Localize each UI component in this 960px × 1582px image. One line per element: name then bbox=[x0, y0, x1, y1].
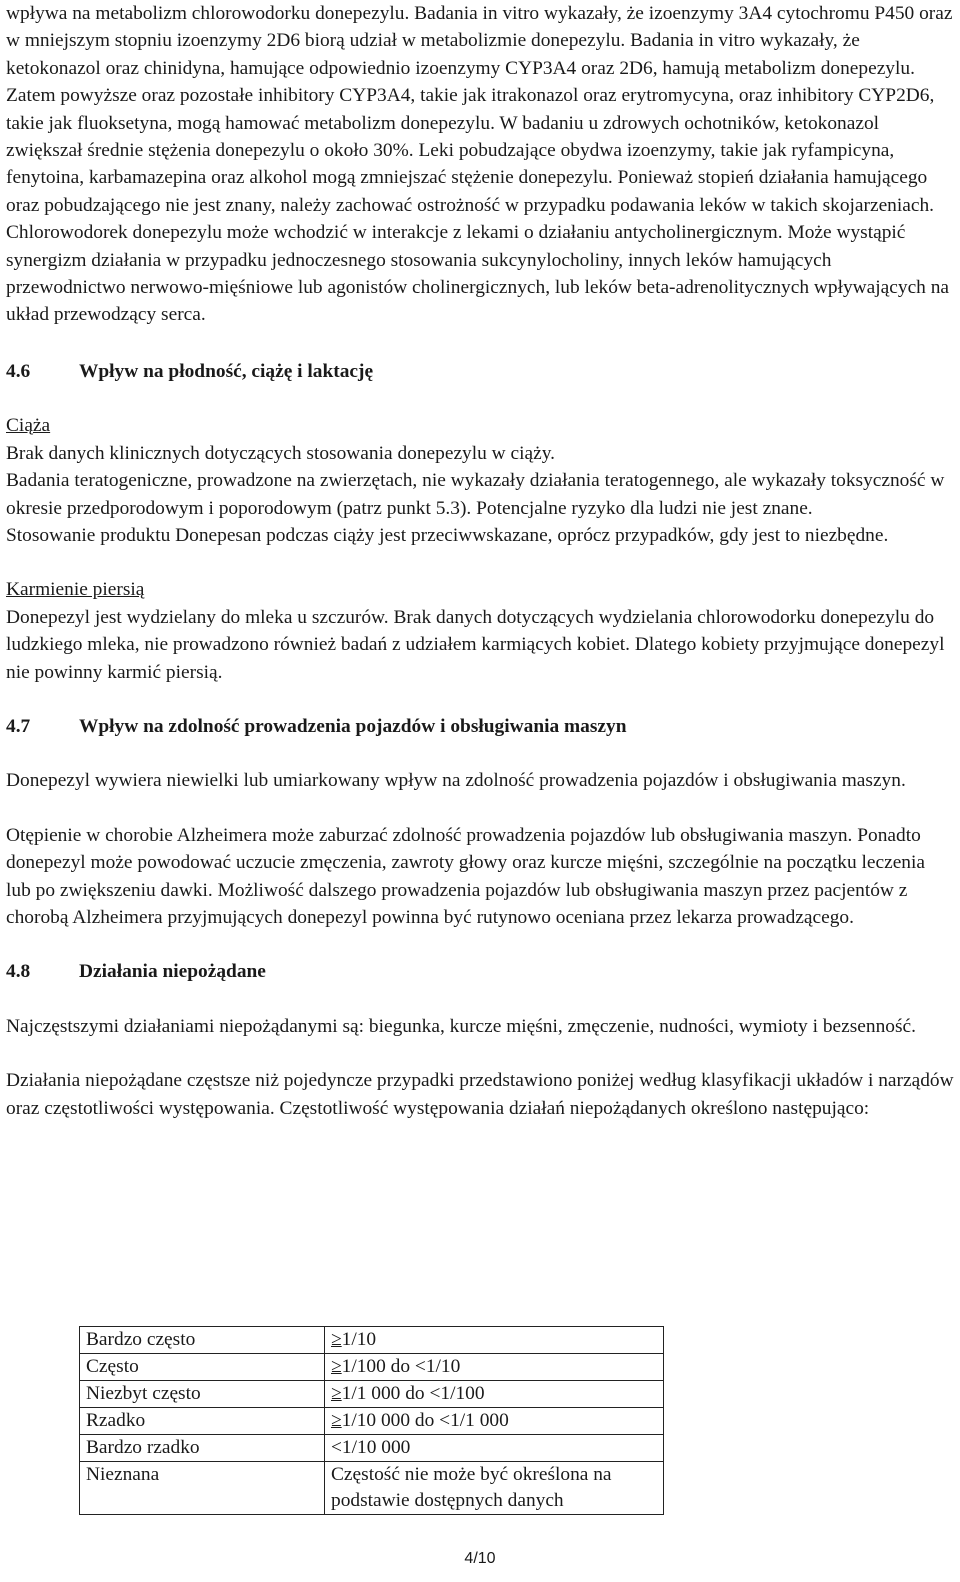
breastfeeding-heading: Karmienie piersią bbox=[6, 579, 145, 601]
section-4-6-heading bbox=[6, 358, 954, 385]
section-title: Wpływ na płodność, ciążę i laktację bbox=[79, 360, 374, 382]
frequency-value bbox=[325, 1354, 664, 1381]
section-4-8-heading bbox=[6, 958, 954, 985]
frequency-range: 1/1 000 do <1/100 bbox=[341, 1383, 485, 1404]
table-row bbox=[80, 1354, 664, 1381]
document-page bbox=[6, 0, 954, 1122]
section-number: 4.6 bbox=[6, 360, 31, 382]
frequency-value: <1/10 000 bbox=[325, 1435, 664, 1462]
section-4-7-paragraph-2: Otępienie w chorobie Alzheimera może zaburzać zdolność prowadzenia pojazdów lub obsługiwania maszyn. Ponadto donepezyl może powodować uczucie zmęczenia, zawroty głowy oraz kurcze mięśni, szczególnie na początku leczenia lub po zwiększeniu dawki. Możliwość dalszego prowadzenia pojazdów lub obsługiwania maszyn przez pacjentów z chorobą Alzheimera przyjmujących donepezyl powinna być rutynowo oceniana przez lekarza prowadzącego. bbox=[6, 824, 925, 928]
table-row bbox=[80, 1408, 664, 1435]
table-row bbox=[80, 1462, 664, 1515]
pregnancy-line-2: Badania teratogeniczne, prowadzone na zwierzętach, nie wykazały działania teratogennego, ale wykazały toksyczność w okresie przedporodowym i poporodowym (patrz punkt 5.3). Potencjalne ryzyko dla ludzi nie jest znane. bbox=[6, 470, 945, 519]
frequency-value bbox=[325, 1327, 664, 1354]
section-title: Wpływ na zdolność prowadzenia pojazdów i obsługiwania maszyn bbox=[79, 715, 627, 737]
geq-symbol: ≥ bbox=[331, 1329, 342, 1350]
frequency-range: 1/100 do <1/10 bbox=[341, 1356, 461, 1377]
pregnancy-heading: Ciąża bbox=[6, 415, 51, 437]
section-4-7-heading bbox=[6, 713, 954, 740]
section-4-8-paragraph-1: Najczęstszymi działaniami niepożądanymi są: biegunka, kurcze mięśni, zmęczenie, nudności, wymioty i bezsenność. bbox=[6, 1015, 916, 1037]
section-number: 4.8 bbox=[6, 961, 31, 983]
geq-symbol: ≥ bbox=[331, 1410, 342, 1431]
table-row bbox=[80, 1381, 664, 1408]
frequency-label: Nieznana bbox=[80, 1462, 325, 1515]
frequency-value bbox=[325, 1408, 664, 1435]
frequency-label: Bardzo często bbox=[80, 1327, 325, 1354]
breastfeeding-text: Donepezyl jest wydzielany do mleka u szczurów. Brak danych dotyczących wydzielania chlorowodorku donepezylu do ludzkiego mleka, nie prowadzono również badań z udziałem karmiących kobiet. Dlatego kobiety przyjmujące donepezyl nie powinny karmić piersią. bbox=[6, 606, 945, 683]
geq-symbol: ≥ bbox=[331, 1356, 342, 1377]
frequency-range: 1/10 000 do <1/1 000 bbox=[341, 1410, 509, 1431]
frequency-range: 1/10 bbox=[341, 1329, 377, 1350]
frequency-label: Niezbyt często bbox=[80, 1381, 325, 1408]
intro-paragraph: wpływa na metabolizm chlorowodorku donepezylu. Badania in vitro wykazały, że izoenzymy 3A4 cytochromu P450 oraz w mniejszym stopniu izoenzymy 2D6 biorą udział w metabolizmie donepezylu. Badania in vitro wykazały, że ketokonazol oraz chinidyna, hamujące odpowiednio izoenzymy CYP3A4 oraz 2D6, hamują metabolizm donepezylu. Zatem powyższe oraz pozostałe inhibitory CYP3A4, takie jak itrakonazol oraz erytromycyna, oraz inhibitory CYP2D6, takie jak fluoksetyna, mogą hamować metabolizm donepezylu. W badaniu u zdrowych ochotników, ketokonazol zwiększał średnie stężenia donepezylu o około 30%. Leki pobudzające obydwa izoenzymy, takie jak ryfampicyna, fenytoina, karbamazepina oraz alkohol mogą zmniejszać stężenie donepezylu. Ponieważ stopień działania hamującego oraz pobudzającego nie jest znany, należy zachować ostrożność w przypadku podawania leków w takich skojarzeniach. Chlorowodorek donepezylu może wchodzić w interakcje z lekami o działaniu antycholinergicznym. Może wystąpić synergizm działania w przypadku jednoczesnego stosowania sukcynylocholiny, innych leków hamujących przewodnictwo nerwowo-mięśniowe lub agonistów cholinergicznych, lub leków beta-adrenolitycznych wpływających na układ przewodzący serca. bbox=[6, 3, 953, 326]
section-number: 4.7 bbox=[6, 715, 31, 737]
page-number: 4/10 bbox=[464, 1550, 496, 1567]
frequency-label: Często bbox=[80, 1354, 325, 1381]
pregnancy-line-3: Stosowanie produktu Donepesan podczas ciąży jest przeciwwskazane, oprócz przypadków, gdy jest to niezbędne. bbox=[6, 524, 889, 546]
frequency-value bbox=[325, 1381, 664, 1408]
section-title: Działania niepożądane bbox=[79, 961, 266, 983]
table-row bbox=[80, 1327, 664, 1354]
section-4-8-paragraph-2: Działania niepożądane częstsze niż pojedyncze przypadki przedstawiono poniżej według klasyfikacji układów i narządów oraz częstotliwości występowania. Częstotliwość występowania działań niepożądanych określono następująco: bbox=[6, 1070, 954, 1119]
frequency-label: Bardzo rzadko bbox=[80, 1435, 325, 1462]
geq-symbol: ≥ bbox=[331, 1383, 342, 1404]
pregnancy-line-1: Brak danych klinicznych dotyczących stosowania donepezylu w ciąży. bbox=[6, 442, 556, 464]
section-4-7-paragraph-1: Donepezyl wywiera niewielki lub umiarkowany wpływ na zdolność prowadzenia pojazdów i obsługiwania maszyn. bbox=[6, 770, 906, 792]
frequency-table bbox=[79, 1326, 664, 1515]
table-row bbox=[80, 1435, 664, 1462]
frequency-value: Częstość nie może być określona na podstawie dostępnych danych bbox=[325, 1462, 664, 1515]
frequency-label: Rzadko bbox=[80, 1408, 325, 1435]
